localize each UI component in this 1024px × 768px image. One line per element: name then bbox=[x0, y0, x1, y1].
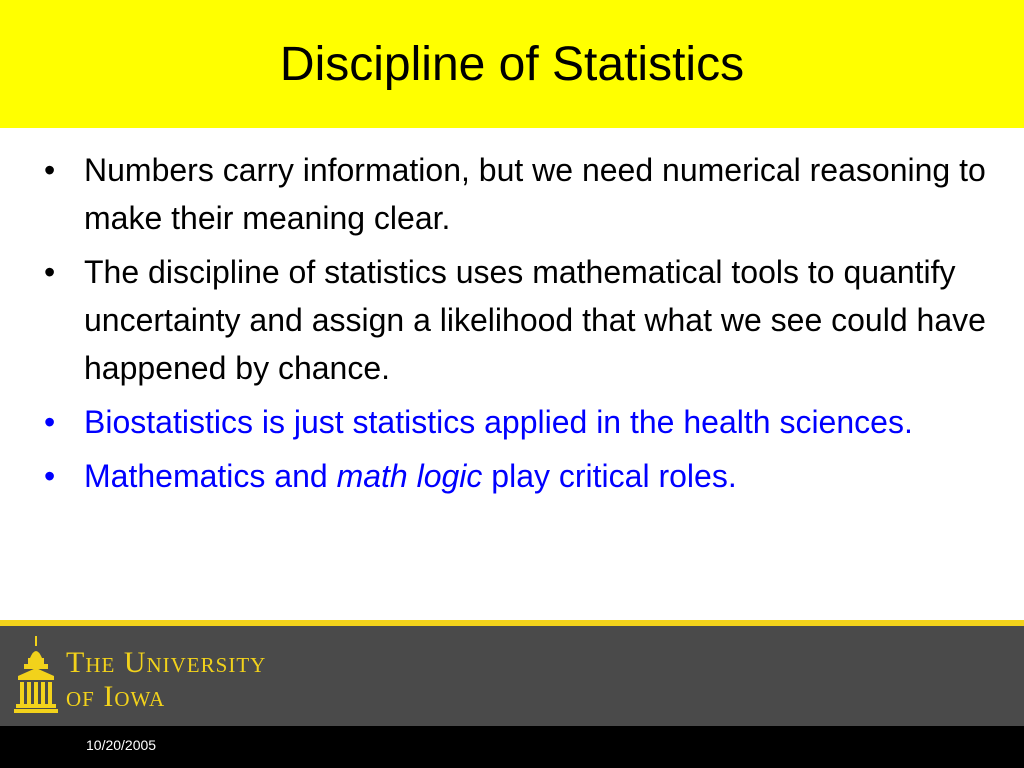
bullet-item bbox=[40, 248, 1000, 392]
bullet-icon: • bbox=[44, 152, 56, 188]
bullet-text-italic: math logic bbox=[336, 458, 483, 494]
bullet-text: Numbers carry information, but we need numerical reasoning to make their meaning clear. bbox=[84, 152, 986, 236]
bullet-icon: • bbox=[44, 458, 56, 494]
bullet-icon: • bbox=[44, 404, 56, 440]
old-capitol-icon bbox=[14, 636, 60, 714]
bullet-icon: • bbox=[44, 254, 56, 290]
bullet-list bbox=[40, 146, 1000, 500]
bullet-item bbox=[40, 398, 1000, 446]
logo-line-2: of Iowa bbox=[66, 680, 166, 713]
bullet-text-before: Mathematics and bbox=[84, 458, 337, 494]
bottom-bar bbox=[0, 726, 1024, 768]
slide-title: Discipline of Statistics bbox=[279, 37, 745, 91]
logo-line-1: The University bbox=[66, 646, 267, 679]
bullet-text: Biostatistics is just statistics applied in the health sciences. bbox=[84, 404, 913, 440]
bullet-item bbox=[40, 146, 1000, 242]
bullet-item bbox=[40, 452, 1000, 500]
title-band bbox=[0, 0, 1024, 128]
footer bbox=[0, 626, 1024, 726]
slide-content bbox=[40, 146, 1000, 506]
bullet-text: The discipline of statistics uses mathematical tools to quantify uncertainty and assign a likelihood that what we see could have happened by chance. bbox=[84, 254, 986, 386]
logo-text bbox=[66, 646, 266, 714]
university-logo bbox=[14, 634, 354, 718]
slide-date: 10/20/2005 bbox=[86, 737, 157, 753]
bullet-text-after: play critical roles. bbox=[482, 458, 737, 494]
